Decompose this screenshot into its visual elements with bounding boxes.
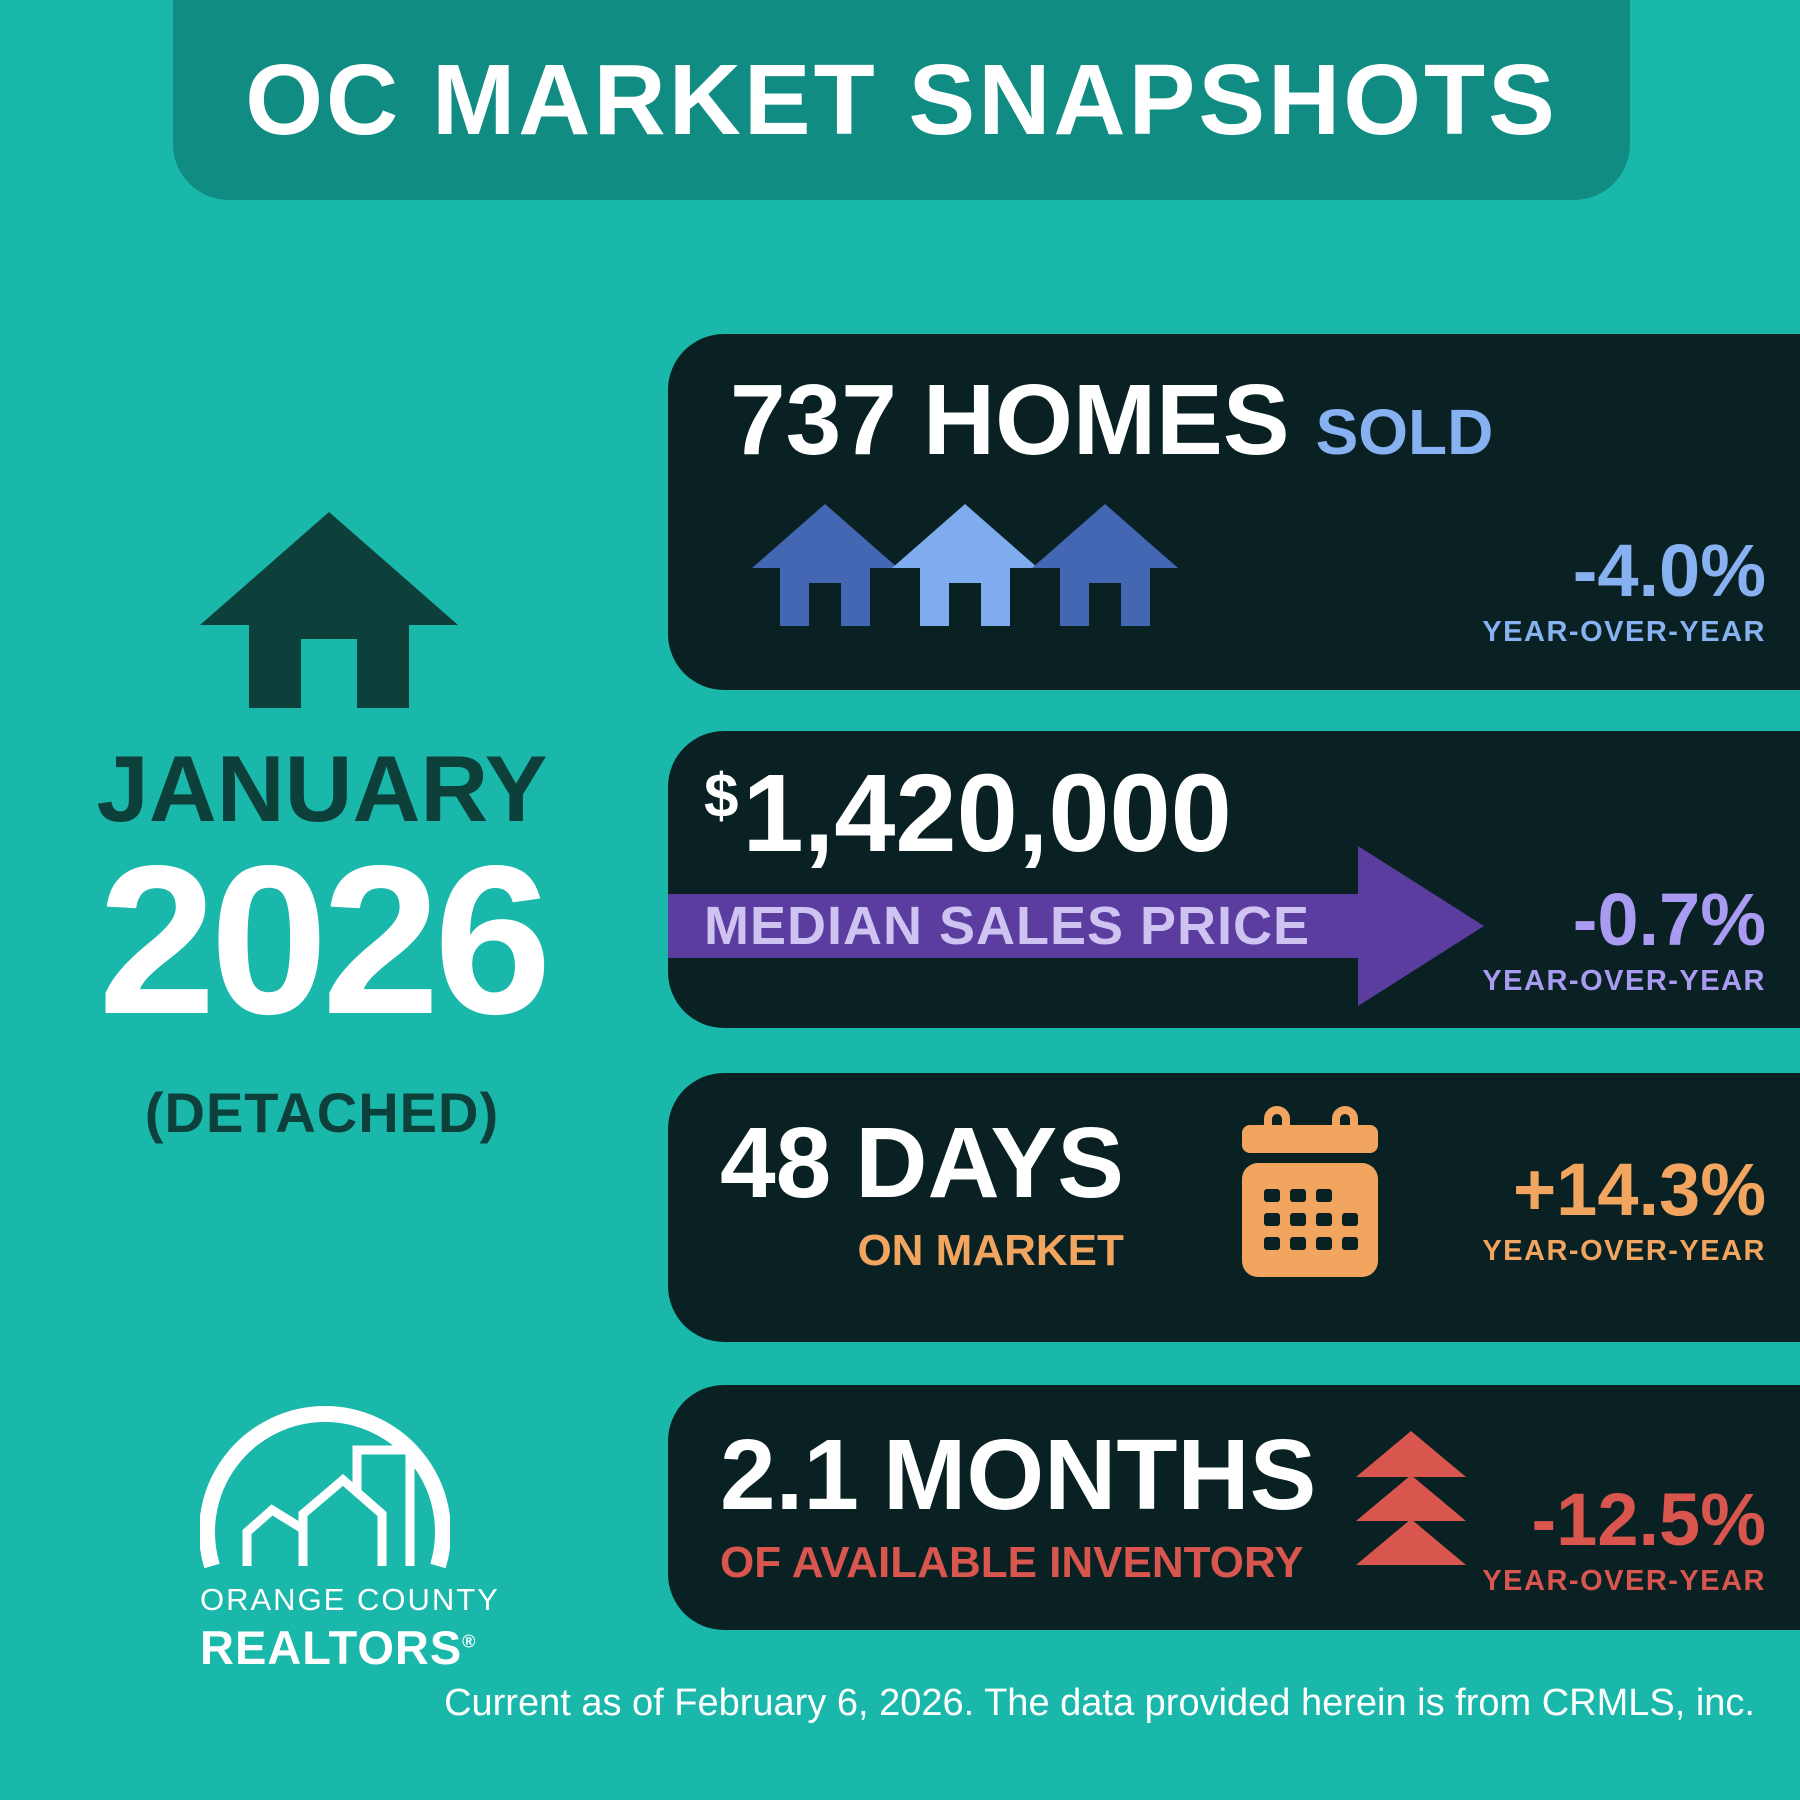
card-months-of-inventory bbox=[668, 1385, 1800, 1630]
oc-realtors-dome-icon bbox=[200, 1392, 450, 1574]
days-yoy bbox=[1482, 1148, 1766, 1268]
days-label: ON MARKET bbox=[857, 1226, 1124, 1275]
card-median-sales-price bbox=[668, 731, 1800, 1028]
property-type-label: (DETACHED) bbox=[144, 1081, 500, 1144]
homes-sold-unit: HOMES bbox=[922, 364, 1290, 476]
median-price-banner bbox=[668, 846, 1484, 1006]
header-banner bbox=[173, 0, 1630, 200]
house-icon bbox=[196, 512, 462, 708]
days-change-period: YEAR-OVER-YEAR bbox=[1482, 1235, 1766, 1267]
triple-up-arrows-icon bbox=[1356, 1431, 1466, 1565]
homes-sold-change-period: YEAR-OVER-YEAR bbox=[1482, 616, 1766, 648]
inventory-change: -12.5% bbox=[1531, 1478, 1766, 1561]
month-label: JANUARY bbox=[96, 736, 548, 841]
days-value: 48 bbox=[720, 1107, 832, 1219]
inventory-yoy bbox=[1482, 1478, 1766, 1598]
inventory-unit: MONTHS bbox=[883, 1419, 1317, 1531]
homes-sold-headline bbox=[730, 364, 1494, 476]
homes-sold-change: -4.0% bbox=[1572, 529, 1766, 612]
page-title: OC MARKET SNAPSHOTS bbox=[245, 43, 1558, 156]
median-price-change: -0.7% bbox=[1572, 878, 1766, 961]
homes-sold-value: 737 bbox=[730, 364, 897, 476]
homes-sold-qualifier: SOLD bbox=[1315, 396, 1494, 468]
days-unit: DAYS bbox=[855, 1107, 1124, 1219]
median-price-change-period: YEAR-OVER-YEAR bbox=[1482, 965, 1766, 997]
median-price-banner-bar bbox=[668, 894, 1358, 958]
registered-mark: ® bbox=[462, 1631, 477, 1652]
houses-row-icon bbox=[750, 504, 1180, 626]
right-arrow-icon bbox=[1358, 846, 1484, 1006]
median-price-banner-label: MEDIAN SALES PRICE bbox=[704, 896, 1311, 956]
card-days-on-market bbox=[668, 1073, 1800, 1342]
card-homes-sold bbox=[668, 334, 1800, 690]
homes-sold-yoy bbox=[1482, 529, 1766, 649]
logo-line2 bbox=[200, 1620, 477, 1675]
logo-line1: ORANGE COUNTY bbox=[200, 1582, 500, 1617]
year-label: 2026 bbox=[98, 821, 546, 1058]
inventory-label: OF AVAILABLE INVENTORY bbox=[720, 1538, 1304, 1587]
inventory-metric bbox=[720, 1419, 1317, 1588]
inventory-change-period: YEAR-OVER-YEAR bbox=[1482, 1565, 1766, 1597]
median-price-amount: 1,420,000 bbox=[742, 752, 1232, 875]
logo-realtors-text: REALTORS bbox=[200, 1621, 463, 1674]
oc-realtors-logo bbox=[200, 1392, 500, 1675]
disclaimer: Current as of February 6, 2026. The data provided herein is from CRMLS, inc. bbox=[444, 1682, 1755, 1724]
currency-symbol: $ bbox=[704, 762, 739, 831]
inventory-value: 2.1 bbox=[720, 1419, 860, 1531]
days-on-market-metric bbox=[720, 1107, 1124, 1276]
calendar-icon bbox=[1240, 1095, 1380, 1277]
days-change: +14.3% bbox=[1512, 1148, 1766, 1231]
median-price-yoy bbox=[1482, 878, 1766, 998]
